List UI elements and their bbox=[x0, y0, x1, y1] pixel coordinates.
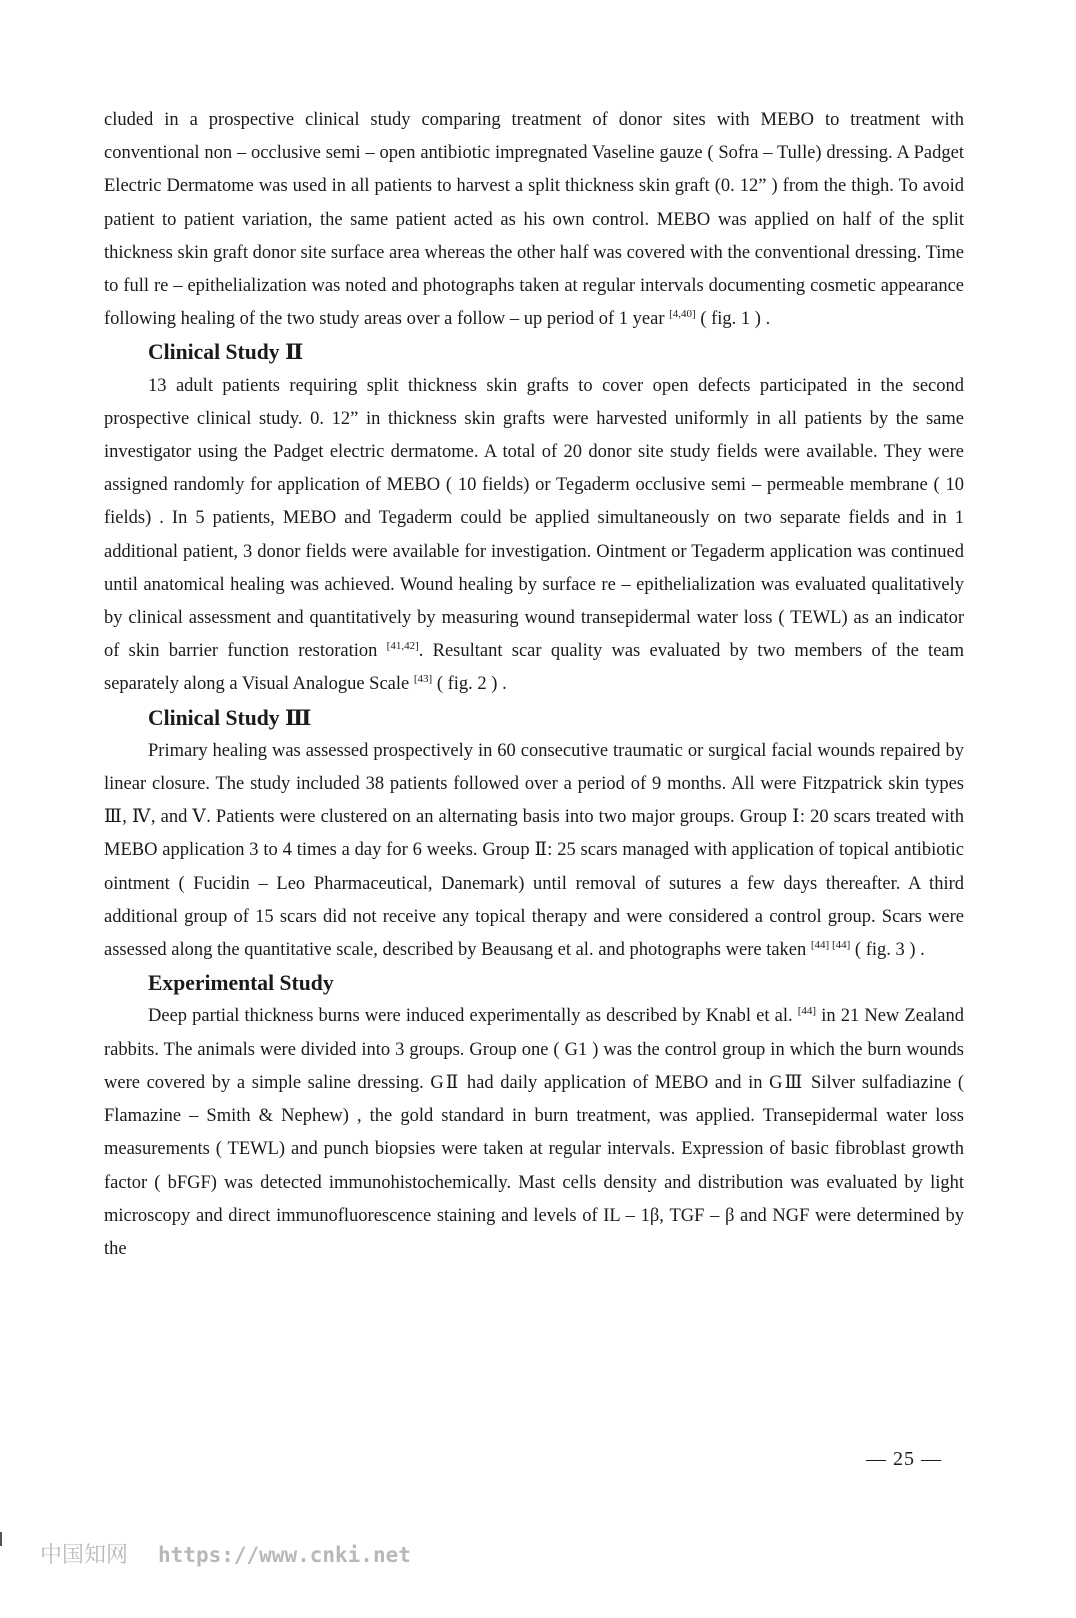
paragraph-text: cluded in a prospective clinical study comparing treatment of donor sites with MEBO to treatment with conventional non – occlusive semi – open antibiotic impregnated Vaseline gauze ( Sofra – Tulle) dressing. A Padget Electric Dermatome was used in all patients to harvest a split thickness skin graft (0. 12” ) from the thigh. To avoid patient to patient variation, the same patient acted as his own control. MEBO was applied on half of the split thickness skin graft donor site surface area whereas the other half was covered with the conventional dressing. Time to full re – epithelialization was noted and photographs taken at regular intervals documenting cosmetic appearance following healing of the two study areas over a follow – up period of 1 year bbox=[104, 110, 964, 330]
paragraph-text-after: . Resultant scar quality was evaluated by two members of the team separately along a Visual Analogue Scale bbox=[104, 641, 965, 695]
paragraph-text: Deep partial thickness burns were induced experimentally as described by Knabl et al. bbox=[148, 1006, 798, 1027]
paper-body bbox=[104, 104, 964, 1266]
paragraph-text-after: ( fig. 2 ) . bbox=[432, 674, 507, 695]
paragraph-text-after: ( fig. 3 ) . bbox=[850, 940, 925, 961]
section-heading-clinical-study-2: Clinical Study Ⅱ bbox=[148, 340, 304, 365]
paragraph-study-1-continued bbox=[104, 104, 964, 336]
paragraph-text: Primary healing was assessed prospectively in 60 consecutive traumatic or surgical facial wounds repaired by linear closure. The study included 38 patients followed over a period of 9 months. All were Fitzpatrick skin types Ⅲ, Ⅳ, and Ⅴ. Patients were clustered on an alternating basis into two major groups. Group Ⅰ: 20 scars treated with MEBO application 3 to 4 times a day for 6 weeks. Group Ⅱ: 25 scars managed with application of topical antibiotic ointment ( Fucidin – Leo Pharmaceutical, Danemark) until removal of sutures a few days thereafter. A third additional group of 15 scars did not receive any topical therapy and were considered a control group. Scars were assessed along the quantitative scale, described by Beausang et al. and photographs were taken bbox=[104, 740, 964, 961]
citation-ref: [44] bbox=[797, 1005, 817, 1018]
section-heading-clinical-study-3: Clinical Study Ⅲ bbox=[148, 705, 312, 730]
page-number: — 25 — bbox=[866, 1448, 942, 1470]
citation-ref: [43] bbox=[413, 673, 433, 686]
citation-ref: [44] [44] bbox=[810, 939, 851, 952]
section-heading-experimental-study: Experimental Study bbox=[148, 971, 334, 996]
citation-ref: [4,40] bbox=[669, 308, 696, 321]
site-name: 中国知网 bbox=[40, 1543, 129, 1568]
paragraph-text-after: ( fig. 1 ) . bbox=[695, 309, 771, 330]
site-url-link[interactable]: https://www.cnki.net bbox=[158, 1543, 411, 1567]
paragraph-text-after: in 21 New Zealand rabbits. The animals were divided into 3 groups. Group one ( G1 ) was the control group in which the burn wounds were covered by a simple saline dressing. GⅡ had daily application of MEBO and in GⅢ Silver sulfadiazine ( Flamazine – Smith & Nephew) , the gold standard in burn treatment, was applied. Transepidermal water loss measurements ( TEWL) and punch biopsies were taken at regular intervals. Expression of basic fibroblast growth factor ( bFGF) was detected immunohistochemically. Mast cells density and distribution was evaluated by light microscopy and direct immunofluorescence staining and levels of IL – 1β, TGF – β and NGF were determined by the bbox=[104, 1006, 964, 1259]
paragraph-text: 13 adult patients requiring split thickness skin grafts to cover open defects participated in the second prospective clinical study. 0. 12” in thickness skin grafts were harvested uniformly in all patients by the same investigator using the Padget electric dermatome. A total of 20 donor site study fields were available. They were assigned randomly for application of MEBO ( 10 fields) or Tegaderm occlusive semi – permeable membrane ( 10 fields) . In 5 patients, MEBO and Tegaderm could be applied simultaneously on two separate fields and in 1 additional patient, 3 donor fields were available for investigation. Ointment or Tegaderm application was continued until anatomical healing was achieved. Wound healing by surface re – epithelialization was evaluated qualitatively by clinical assessment and quantitatively by measuring wound transepidermal water loss ( TEWL) as an indicator of skin barrier function restoration bbox=[104, 375, 964, 662]
paragraph-clinical-study-2 bbox=[104, 370, 964, 702]
scan-edge-mark bbox=[0, 1532, 2, 1546]
citation-ref: [41,42] bbox=[386, 640, 419, 653]
watermark-footer bbox=[40, 1538, 411, 1569]
paragraph-experimental-study bbox=[104, 1000, 964, 1266]
paragraph-clinical-study-3 bbox=[104, 735, 964, 967]
